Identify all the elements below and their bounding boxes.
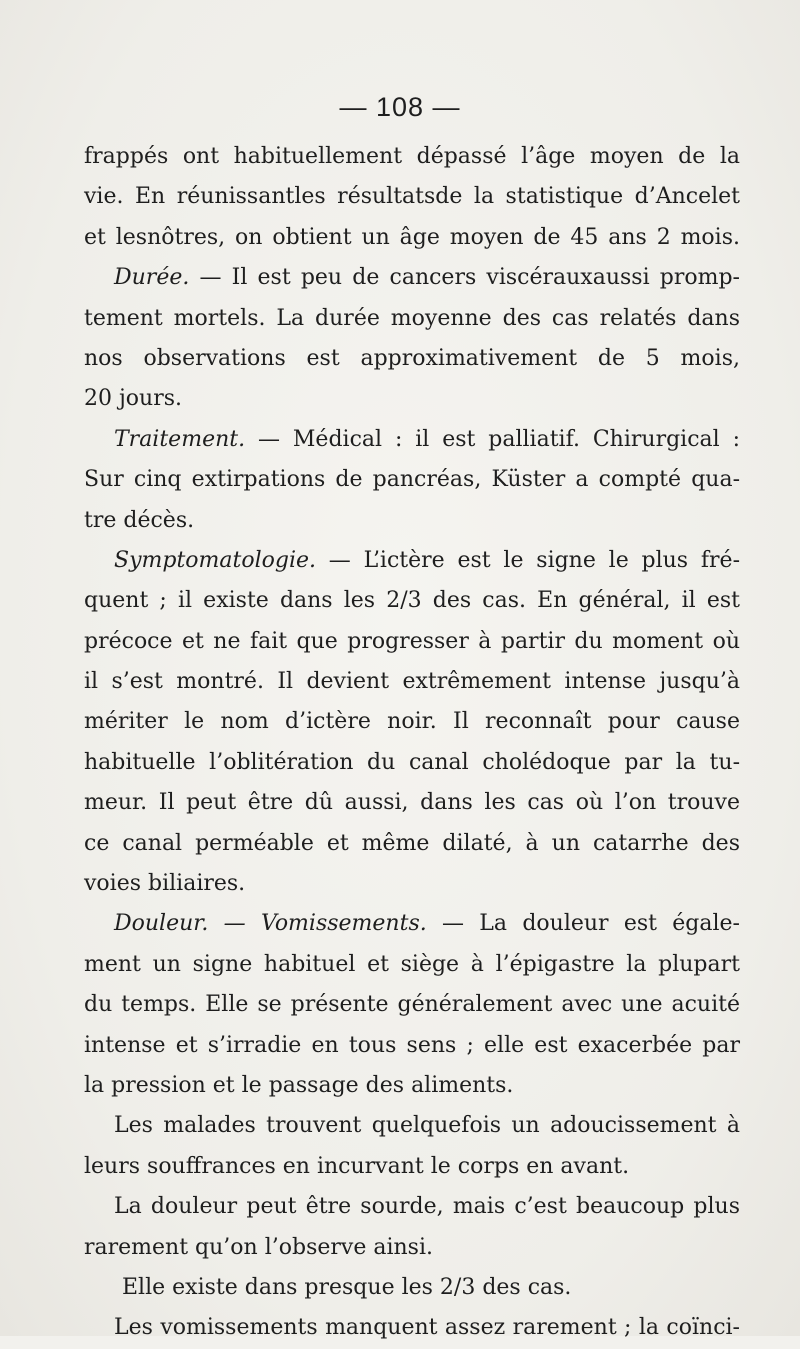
text-line: tement mortels. La durée moyenne des cas relatés dans xyxy=(84,305,740,331)
text-line: ment un signe habituel et siège à l’épigastre la plupart xyxy=(84,951,740,977)
text-line: et lesnôtres, on obtient un âge moyen de 45 ans 2 mois. xyxy=(84,224,740,250)
text-line: 20 jours. xyxy=(84,386,183,412)
text-line: vie. En réunissantles résultatsde la statistique d’Ancelet xyxy=(84,184,740,210)
section-heading: Symptomatologie. xyxy=(114,547,317,573)
text-line: la pression et le passage des aliments. xyxy=(84,1072,514,1098)
text-line: il s’est montré. Il devient extrêmement intense jusqu’à xyxy=(84,669,740,695)
text-line: voies biliaires. xyxy=(84,871,246,897)
text-line: Les vomissements manquent assez rarement ; la coïnci- xyxy=(114,1315,740,1341)
text-line: intense et s’irradie en tous sens ; elle est exacerbée par xyxy=(84,1032,740,1058)
body-text xyxy=(84,137,740,1349)
text-line: rarement qu’on l’observe ainsi. xyxy=(84,1234,433,1260)
text-line: frappés ont habituellement dépassé l’âge moyen de la xyxy=(84,144,740,169)
text-line: Douleur. — Vomissements. — La douleur est égale- xyxy=(114,911,740,937)
text-line: ce canal perméable et même dilaté, à un catarrhe des xyxy=(84,830,740,856)
section-heading: Durée. xyxy=(114,265,190,291)
text-line: leurs souffrances en incurvant le corps en avant. xyxy=(84,1153,630,1179)
text-line: précoce et ne fait que progresser à partir du moment où xyxy=(84,628,740,654)
section-heading: Douleur. — Vomissements. xyxy=(114,911,427,937)
text-line: du temps. Elle se présente généralement avec une acuité xyxy=(84,992,740,1018)
text-line: tre décès. xyxy=(84,507,195,533)
text-line: Elle existe dans presque les 2/3 des cas. xyxy=(122,1274,572,1300)
text-line: Symptomatologie. — L’ictère est le signe le plus fré- xyxy=(114,547,740,573)
page-number: — 108 — xyxy=(339,92,461,122)
text-line: quent ; il existe dans les 2/3 des cas. En général, il est xyxy=(84,588,740,614)
text-line: Les malades trouvent quelquefois un adoucissement à xyxy=(114,1113,740,1139)
text-line: nos observations est approximativement de 5 mois, xyxy=(84,345,740,371)
text-line: Sur cinq extirpations de pancréas, Küster a compté qua- xyxy=(84,467,740,493)
text-line: La douleur peut être sourde, mais c’est beaucoup plus xyxy=(114,1194,740,1220)
section-heading: Traitement. xyxy=(114,426,246,452)
text-line: Durée. — Il est peu de cancers viscérauxaussi promp- xyxy=(114,265,740,291)
text-line: Traitement. — Médical : il est palliatif. Chirurgical : xyxy=(114,426,740,452)
text-line: meur. Il peut être dû aussi, dans les cas où l’on trouve xyxy=(84,790,740,816)
text-line: mériter le nom d’ictère noir. Il reconnaît pour cause xyxy=(84,709,740,735)
text-line: habituelle l’oblitération du canal cholédoque par la tu- xyxy=(84,749,740,775)
